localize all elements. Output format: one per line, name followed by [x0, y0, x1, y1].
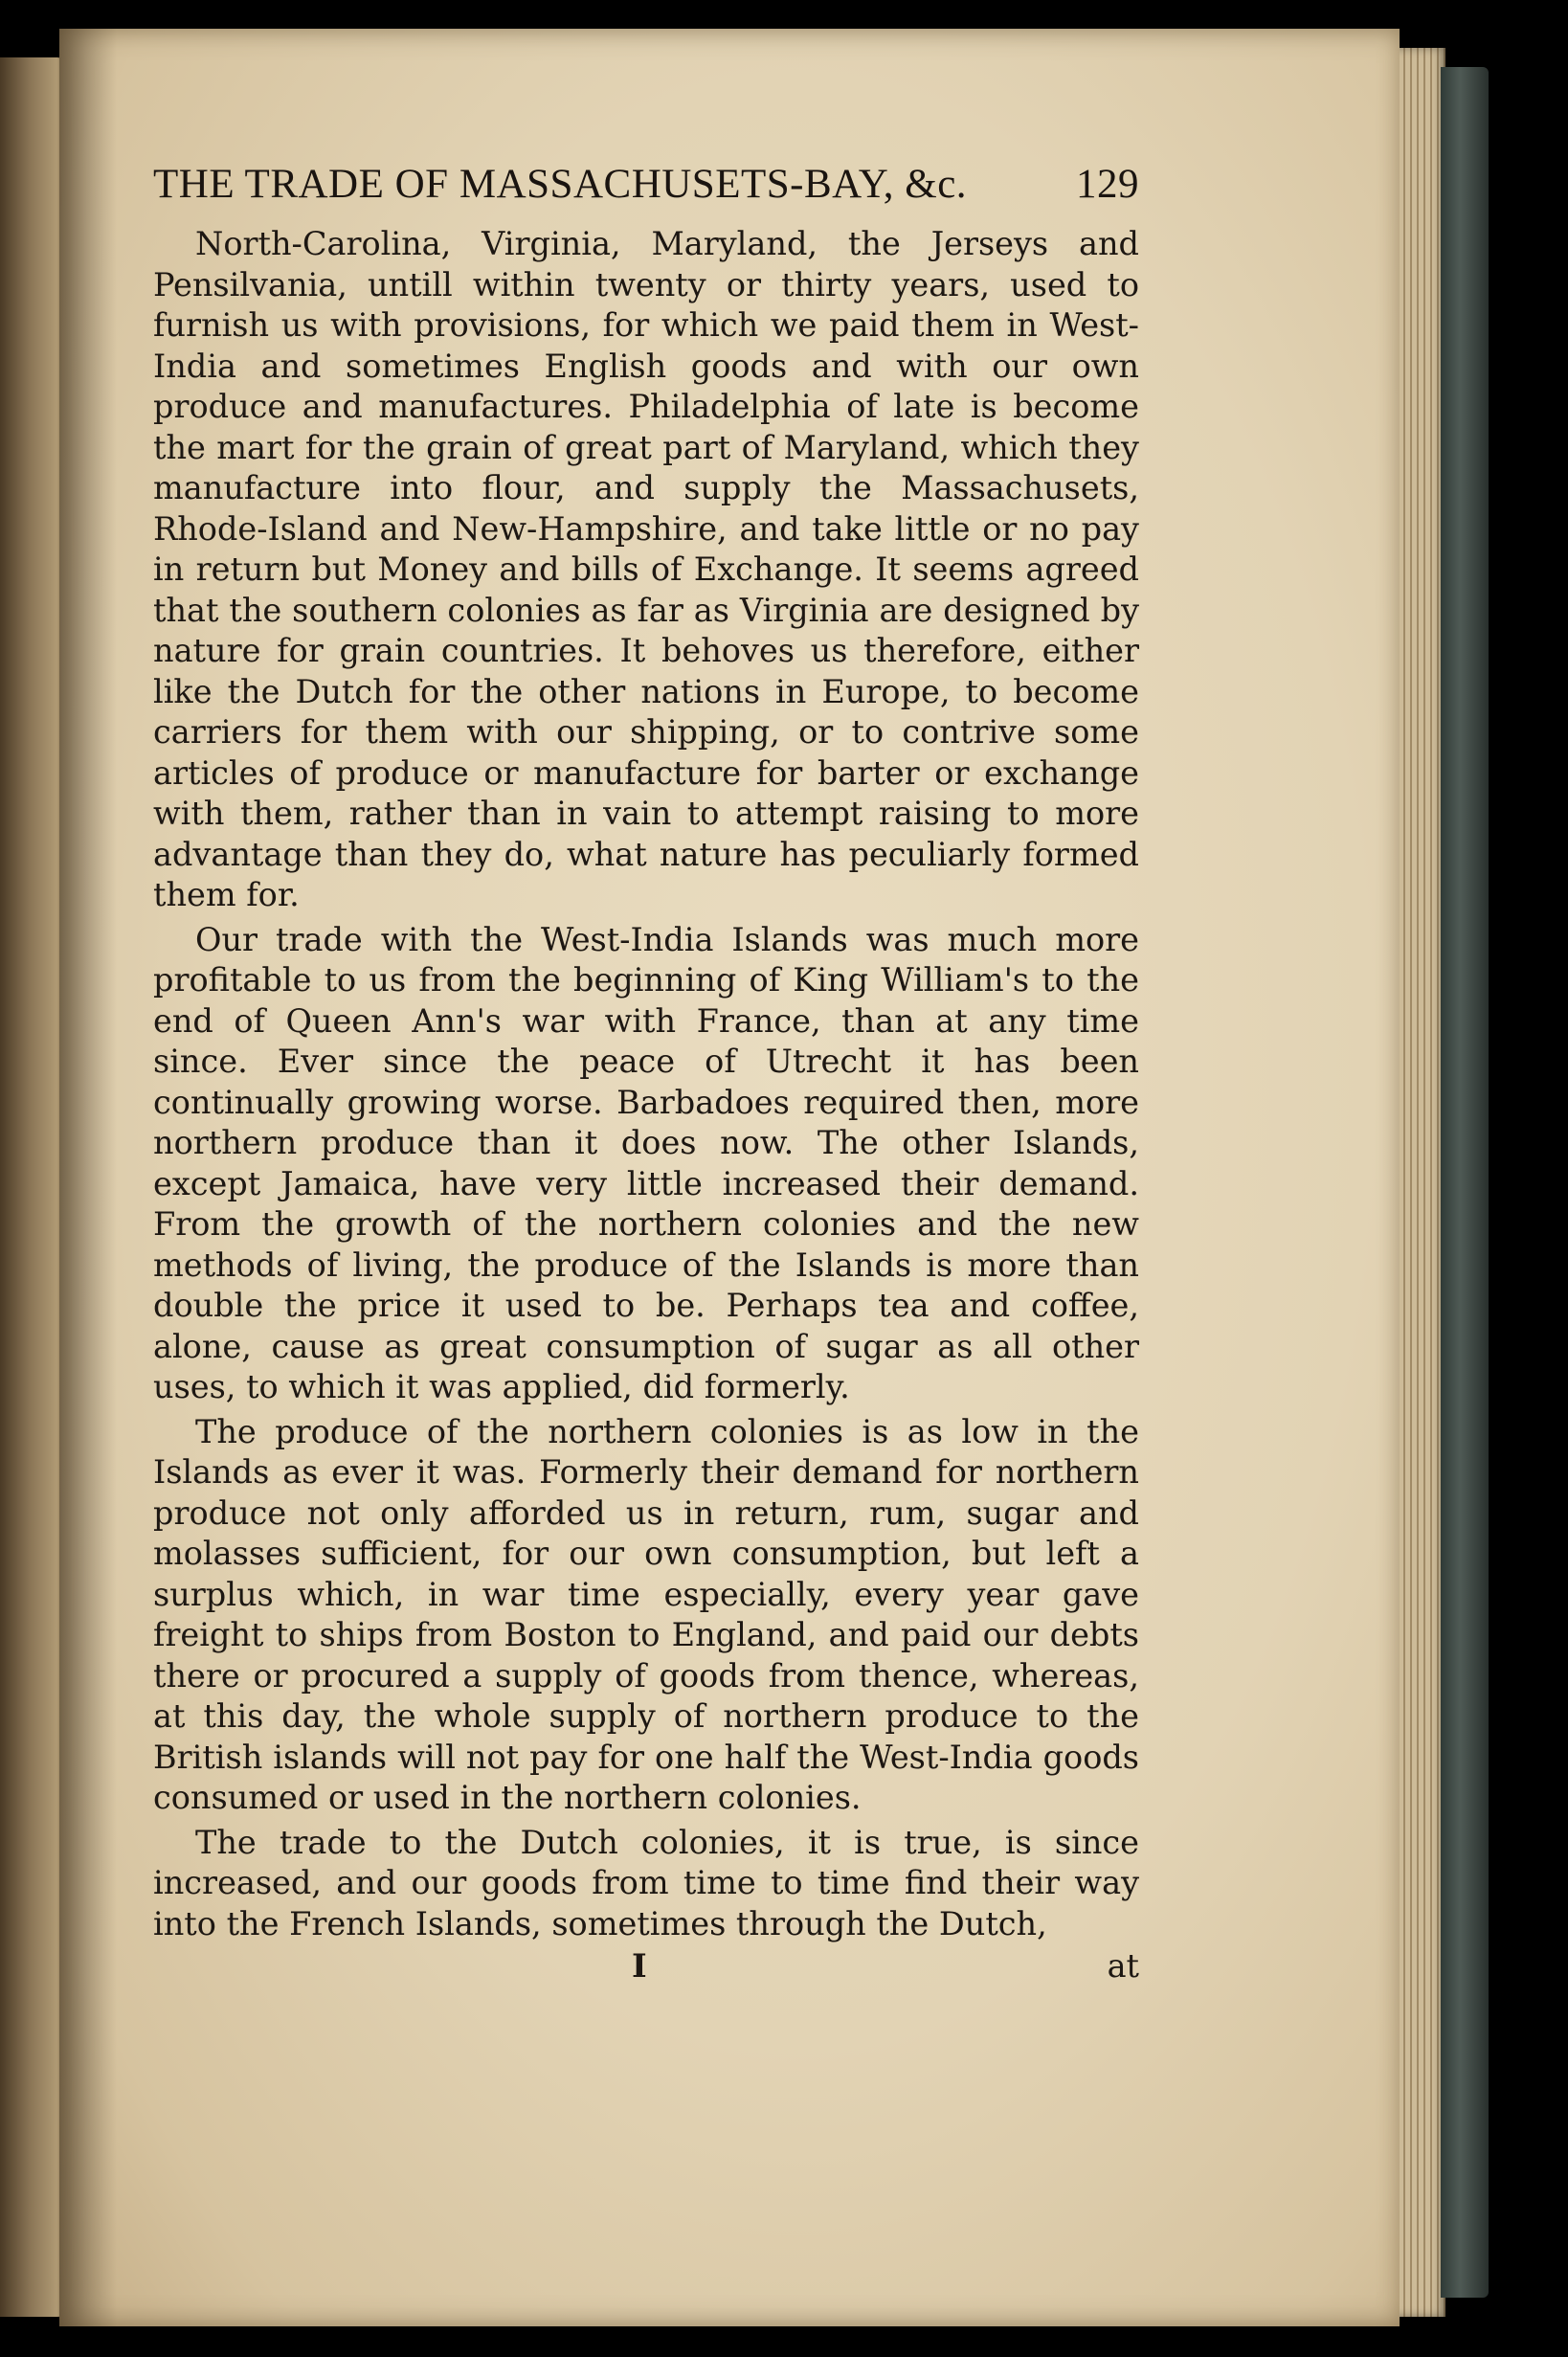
page-footer [153, 1946, 1139, 1988]
paragraph: The produce of the northern colonies is as low in the Islands as ever it was. Formerly their demand for northern produce not only afforded us in return, rum, sugar and molasses sufficient, for our own consumption, but left a surplus which, in war time especially, every year gave freight to ships from Boston to England, and paid our debts there or procured a supply of goods from thence, whereas, at this day, the whole supply of northern produce to the British islands will not pay for one half the West-India goods consumed or used in the northern colonies. [153, 1412, 1139, 1816]
page-text [153, 161, 1139, 1988]
paragraph: The trade to the Dutch colonies, it is true, is since increased, and our goods from time to time find their way into the French Islands, sometimes through the Dutch, [153, 1823, 1139, 1942]
paragraph: North-Carolina, Virginia, Maryland, the Jerseys and Pensilvania, untill within twenty or thirty years, used to furnish us with provisions, for which we paid them in West-India and sometimes English goods and with our own produce and manufactures. Philadelphia of late is become the mart for the grain of great part of Maryland, which they manufacture into flour, and supply the Massachusets, Rhode-Island and New-Hampshire, and take little or no pay in return but Money and bills of Exchange. It seems agreed that the southern colonies as far as Virginia are designed by nature for grain countries. It behoves us therefore, either like the Dutch for the other nations in Europe, to become carriers for them with our shipping, or to contrive some articles of produce or manufacture for barter or exchange with them, rather than in vain to attempt raising to more advantage than they do, what nature has peculiarly formed them for. [153, 225, 1139, 913]
running-head [153, 161, 1139, 209]
paragraph: Our trade with the West-India Islands was much more profitable to us from the beginning of King William's to the end of Queen Ann's war with France, than at any time since. Ever since the peace of Utrecht it has been continually growing worse. Barbadoes required then, more northern produce than it does now. The other Islands, except Jamaica, have very little increased their demand. From the growth of the northern colonies and the new methods of living, the produce of the Islands is more than double the price it used to be. Perhaps tea and coffee, alone, cause as great consumption of sugar as all other uses, to which it was applied, did formerly. [153, 920, 1139, 1405]
facing-page-edge [0, 57, 67, 2317]
page-number: 129 [1076, 162, 1139, 207]
signature-mark: I [632, 1947, 647, 1985]
gutter-shadow [59, 29, 117, 2326]
book-cover [1441, 67, 1489, 2298]
catchword: at [1107, 1947, 1139, 1985]
running-title: THE TRADE OF MASSACHUSETS-BAY, &c. [153, 162, 968, 207]
